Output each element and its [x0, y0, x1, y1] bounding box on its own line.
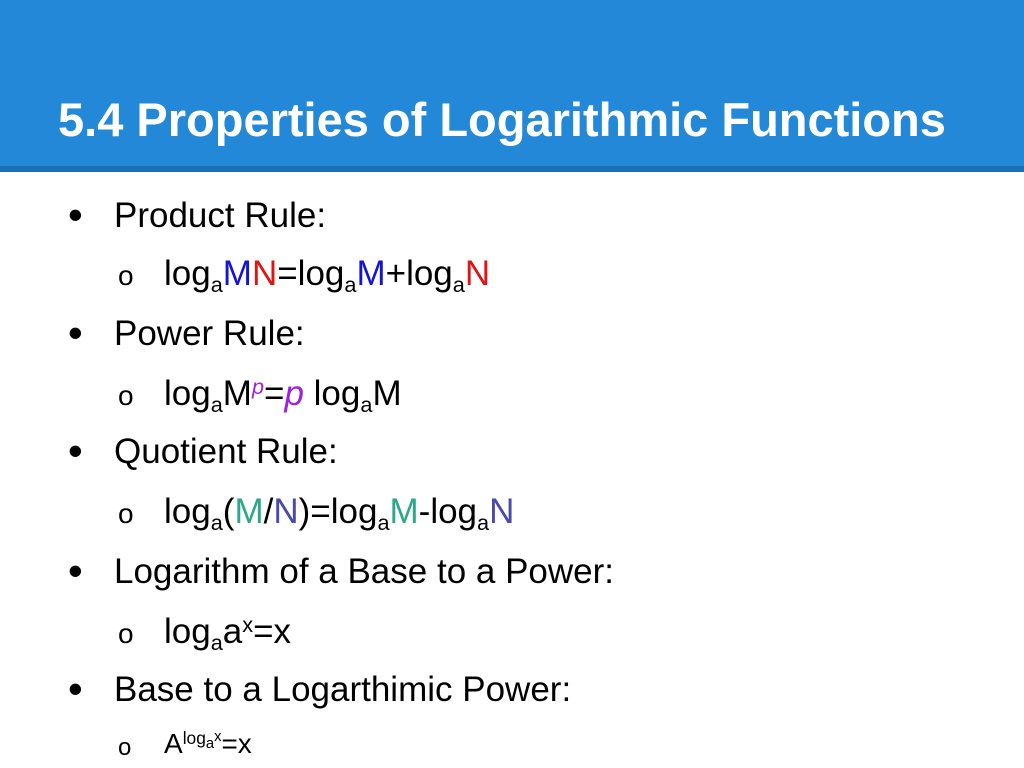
rule-heading: Product Rule:	[114, 196, 327, 235]
sub-bullet-marker: o	[118, 498, 134, 529]
formula-text: $\log_aM^p=p$ $\log_aM$	[164, 373, 402, 417]
sub-bullet-marker: o	[118, 618, 134, 649]
formula-text: $\log_a(M/N)=\log_aM-\log_aN$	[164, 492, 515, 535]
slide-header	[0, 0, 1024, 172]
sub-bullet-marker: o	[118, 260, 134, 291]
rule-heading: Power Rule:	[114, 314, 305, 353]
rule-heading: Base to a Logarthimic Power:	[114, 670, 572, 709]
bullet-marker: •	[68, 427, 83, 474]
formula-text: $A^{logax}=x$	[164, 727, 252, 759]
bullet-marker: •	[68, 665, 83, 712]
sub-bullet-marker: o	[118, 734, 132, 761]
slide-title: 5.4 Properties of Logarithmic Functions	[58, 93, 946, 146]
bullet-marker: •	[68, 191, 83, 238]
rule-heading: Quotient Rule:	[114, 432, 338, 471]
formula-text: $\log_aMN=\log_aM+\log_aN$	[164, 254, 491, 297]
slide-content	[0, 172, 1024, 768]
sub-bullet-marker: o	[118, 380, 134, 411]
bullet-marker: •	[68, 309, 83, 356]
bullet-marker: •	[68, 547, 83, 594]
formula-text: $\log_aa^x=x$	[164, 611, 292, 655]
rule-heading: Logarithm of a Base to a Power:	[114, 552, 614, 591]
